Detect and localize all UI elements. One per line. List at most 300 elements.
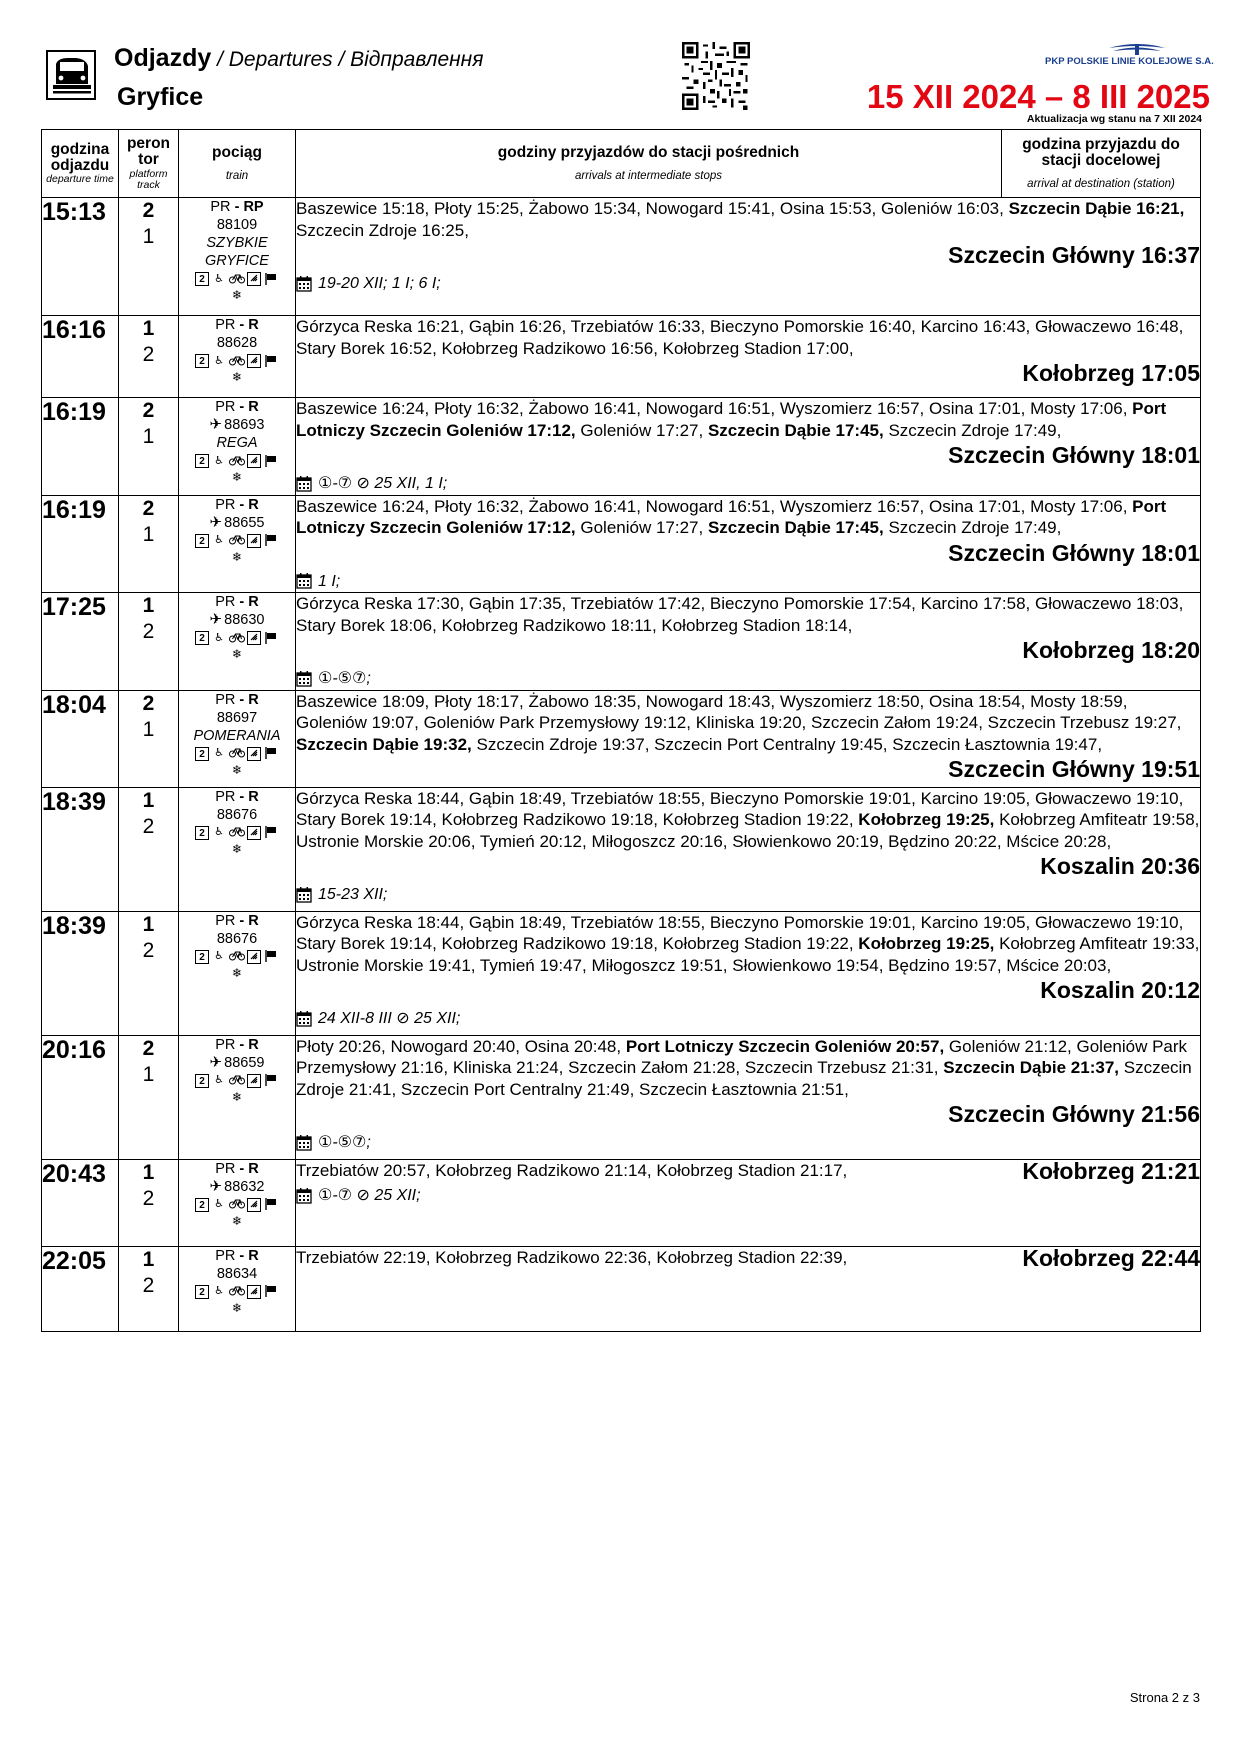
qr-code (682, 42, 750, 110)
luggage-icon (263, 631, 279, 646)
ticket-machine-icon (247, 950, 261, 964)
amenity-icons (179, 271, 295, 287)
train-info (179, 1159, 296, 1246)
stops-cell (296, 911, 1201, 1035)
page-number: Strona 2 z 3 (1129, 1690, 1200, 1705)
carrier: PR (210, 199, 231, 215)
destination: Szczecin Główny 16:37 (948, 242, 1200, 268)
destination: Kołobrzeg 22:44 (1022, 1244, 1200, 1271)
track-number: 1 (142, 717, 155, 741)
calendar-note (296, 1185, 1200, 1207)
track-number: 1 (142, 1062, 155, 1086)
stops-cell (296, 398, 1201, 496)
bicycle-icon (229, 1073, 245, 1088)
amenity-icons (179, 1073, 295, 1089)
col-train (179, 130, 296, 198)
stops-cell (296, 690, 1201, 787)
ticket-machine-icon (247, 354, 261, 368)
col-platform-label: peron tor (126, 135, 171, 169)
title-translations: / Departures / Відправлення (211, 48, 484, 71)
major-stop: Kołobrzeg 19:25, (858, 810, 995, 829)
track-number: 2 (142, 938, 155, 962)
ticket-machine-icon (247, 747, 261, 761)
departure-row (42, 1035, 1201, 1159)
departure-time: 22:05 (42, 1246, 119, 1331)
carrier: PR (215, 1160, 236, 1177)
platform-track (119, 1159, 179, 1246)
col-stops (296, 130, 1002, 198)
carrier: PR (215, 1247, 236, 1264)
page-title (114, 44, 483, 73)
second-class-icon: 2 (195, 1285, 209, 1299)
train-number-line (179, 1054, 295, 1072)
train-name: POMERANIA (193, 727, 281, 744)
train-number-line (179, 1178, 295, 1196)
wheelchair-icon: ♿ (214, 454, 224, 467)
validity-dates: 15 XII 2024 – 8 III 2025 (866, 78, 1210, 115)
luggage-icon (263, 825, 279, 840)
train-number-line (179, 930, 295, 948)
calendar-note (296, 884, 1200, 906)
wheelchair-icon: ♿ (214, 534, 224, 546)
ticket-machine-icon (247, 631, 261, 645)
second-class-icon: 2 (195, 826, 209, 840)
platform-number: 2 (142, 496, 155, 520)
title-main: Odjazdy (114, 44, 212, 72)
platform-track (119, 198, 179, 316)
stop-list: Trzebiatów 22:19, Kołobrzeg Radzikowo 22:36, Kołobrzeg Stadion 22:39, (296, 1247, 848, 1267)
platform-number: 2 (142, 691, 155, 715)
col-departure-label: godzina odjazdu (50, 140, 110, 174)
train-category: PR - R (215, 1160, 259, 1177)
carrier: PR (215, 1036, 236, 1053)
track-number: 2 (142, 1186, 155, 1210)
airport-icon: ✈ (209, 611, 223, 628)
bicycle-icon (229, 825, 245, 840)
platform-number: 1 (142, 594, 155, 617)
train-info (179, 198, 296, 316)
air-conditioning-icon: ❄ (231, 470, 243, 484)
calendar-text: ①-⑤⑦; (318, 670, 371, 687)
train-category: PR - R (215, 1247, 259, 1264)
air-conditioning-icon: ❄ (231, 549, 243, 564)
amenity-icons (179, 746, 295, 762)
platform-track (119, 1246, 179, 1331)
bicycle-icon (229, 1197, 245, 1212)
stop-list: Górzyca Reska 17:30, Gąbin 17:35, Trzebiatów 17:42, Bieczyno Pomorskie 17:54, Karcino 17:58, Głowaczewo 18:03, Stary Borek 18:06, Kołobrzeg Radzikowo 18:11, Kołobrzeg Stadion 18:14, (296, 594, 1184, 635)
stop-list: Baszewice 18:09, Płoty 18:17, Żabowo 18:35, Nowogard 18:43, Wyszomierz 18:50, Osina 18:54, Mosty 18:59, Goleniów 19:07, Goleniów Park Przemysłowy 19:12, Kliniska 19:20, Szczecin Załom 19:24, Szczecin Trzebusz 19:27, (296, 691, 1182, 732)
train-category: PR - R (215, 399, 259, 415)
amenity-icons (179, 533, 295, 549)
calendar-icon (296, 476, 312, 492)
train-type: R (248, 1036, 259, 1053)
bicycle-icon (229, 454, 245, 469)
stop-list: Górzyca Reska 18:44, Gąbin 18:49, Trzebiatów 18:55, Bieczyno Pomorskie 19:01, Karcino 19:05, Głowaczewo 19:10, Stary Borek 19:14, Kołobrzeg Radzikowo 19:18, Kołobrzeg Stadion 19:22, (296, 912, 1184, 953)
wheelchair-icon: ♿ (214, 631, 224, 644)
train-info (179, 787, 296, 911)
second-class-icon: 2 (195, 354, 209, 368)
wheelchair-icon: ♿ (214, 950, 224, 962)
stop-list: Baszewice 16:24, Płoty 16:32, Żabowo 16:41, Nowogard 16:51, Wyszomierz 16:57, Osina 17:01, Mosty 17:06, (296, 496, 1133, 516)
platform-track (119, 911, 179, 1035)
departure-time: 20:43 (42, 1159, 119, 1246)
luggage-icon (263, 949, 279, 964)
air-conditioning-icon: ❄ (231, 288, 243, 302)
train-name: SZYBKIE GRYFICE (205, 235, 269, 269)
ticket-machine-icon (247, 1074, 261, 1088)
second-class-icon: 2 (195, 534, 209, 548)
air-conditioning-icon: ❄ (231, 965, 243, 980)
stop-list: Płoty 20:26, Nowogard 20:40, Osina 20:48, (296, 1036, 626, 1056)
airport-icon: ✈ (209, 1053, 223, 1071)
second-class-icon: 2 (195, 454, 209, 468)
calendar-text: ①-⑦ ⊘ 25 XII, 1 I; (318, 475, 448, 492)
departure-row (42, 787, 1201, 911)
destination: Szczecin Główny 18:01 (948, 539, 1200, 566)
ticket-machine-icon (247, 826, 261, 840)
train-number-line (179, 1265, 295, 1283)
departure-row (42, 593, 1201, 691)
train-name: REGA (216, 435, 258, 451)
air-conditioning-icon: ❄ (231, 1089, 243, 1104)
train-number: 88697 (216, 709, 258, 726)
train-category: PR - R (215, 594, 259, 610)
bicycle-icon (229, 949, 245, 964)
luggage-icon (263, 1197, 279, 1212)
col-stops-label: godziny przyjazdów do stacji pośrednich (497, 144, 800, 162)
train-type: R (248, 496, 259, 513)
departure-row (42, 495, 1201, 593)
calendar-note (296, 1008, 1200, 1030)
train-category: PR - R (215, 691, 259, 708)
carrier: PR (215, 594, 236, 610)
major-stop: Szczecin Dąbie 21:37, (943, 1058, 1120, 1077)
stops-cell (296, 198, 1201, 316)
major-stop: Port Lotniczy Szczecin Goleniów 20:57, (625, 1036, 945, 1056)
platform-number: 2 (142, 1036, 155, 1060)
calendar-icon (296, 1188, 312, 1204)
intermediate-stops (296, 913, 1199, 975)
train-type: R (248, 317, 259, 333)
intermediate-stops (296, 317, 1183, 358)
luggage-icon (263, 1284, 279, 1299)
calendar-note (296, 571, 1200, 593)
calendar-icon (296, 1011, 312, 1027)
airport-icon: ✈ (209, 1177, 223, 1195)
track-number: 2 (142, 814, 155, 838)
pkp-logo (1045, 42, 1214, 67)
departure-time: 16:19 (42, 495, 119, 593)
col-departure-sub: departure time (46, 173, 114, 186)
timetable (41, 129, 1201, 1332)
platform-track (119, 398, 179, 496)
stop-list: Baszewice 16:24, Płoty 16:32, Żabowo 16:41, Nowogard 16:51, Wyszomierz 16:57, Osina 17:01, Mosty 17:06, (296, 399, 1133, 418)
train-info (179, 495, 296, 593)
calendar-text: 24 XII-8 III ⊘ 25 XII; (318, 1010, 461, 1027)
table-header-row (42, 130, 1201, 198)
train-info (179, 398, 296, 496)
calendar-text: 1 I; (318, 572, 341, 590)
intermediate-stops (296, 1037, 1192, 1099)
air-conditioning-icon: ❄ (231, 1213, 243, 1228)
luggage-icon (263, 354, 279, 369)
logo-text: PKP POLSKIE LINIE KOLEJOWE S.A. (1045, 56, 1214, 67)
train-number: 88109 (216, 217, 258, 233)
calendar-text: ①-⑦ ⊘ 25 XII; (318, 1187, 421, 1204)
platform-track (119, 787, 179, 911)
carrier: PR (215, 317, 236, 333)
train-number-line (179, 709, 295, 727)
track-number: 2 (142, 1273, 155, 1297)
train-number: 88655 (224, 514, 265, 531)
luggage-icon (263, 746, 279, 761)
stops-cell (296, 593, 1201, 691)
amenity-icons (179, 1284, 295, 1300)
carrier: PR (215, 691, 236, 708)
departure-time: 18:39 (42, 787, 119, 911)
wheelchair-icon: ♿ (214, 1285, 224, 1297)
second-class-icon: 2 (195, 1198, 209, 1212)
train-type: R (248, 691, 259, 708)
airport-icon: ✈ (209, 513, 223, 531)
air-conditioning-icon: ❄ (231, 841, 243, 856)
destination: Kołobrzeg 18:20 (1022, 637, 1200, 663)
calendar-icon (296, 573, 312, 589)
calendar-icon (296, 671, 312, 687)
departure-time: 16:16 (42, 316, 119, 398)
calendar-icon (296, 1135, 312, 1151)
departure-time: 20:16 (42, 1035, 119, 1159)
stop-list: Kołobrzeg Amfiteatr 19:33, Ustronie Morskie 19:41, Tymień 19:47, Miłogoszcz 19:51, Słowienkowo 19:54, Będzino 19:57, Mścice 20:03, (296, 934, 1200, 975)
major-stop: Port Lotniczy Szczecin Goleniów 17:12, (296, 399, 1167, 440)
train-type: R (248, 788, 259, 805)
train-number-line (179, 514, 295, 532)
train-info (179, 911, 296, 1035)
bicycle-icon (229, 272, 245, 287)
departure-row (42, 690, 1201, 787)
wheelchair-icon: ♿ (214, 272, 224, 285)
train-info (179, 1035, 296, 1159)
train-category: PR - R (215, 912, 259, 929)
train-category: PR - R (215, 496, 259, 513)
train-number-line (179, 806, 295, 824)
stops-cell (296, 1035, 1201, 1159)
wheelchair-icon: ♿ (214, 747, 224, 759)
stops-cell (296, 316, 1201, 398)
col-stops-sub: arrivals at intermediate stops (574, 169, 722, 182)
ticket-machine-icon (247, 454, 261, 468)
intermediate-stops (296, 1161, 847, 1180)
carrier: PR (215, 912, 236, 929)
stops-cell (296, 495, 1201, 593)
bicycle-icon (229, 746, 245, 761)
platform-track (119, 495, 179, 593)
luggage-icon (263, 1073, 279, 1088)
platform-number: 2 (142, 199, 155, 222)
platform-track (119, 316, 179, 398)
second-class-icon: 2 (195, 950, 209, 964)
stop-list: Goleniów 17:27, (575, 518, 708, 537)
departure-time: 15:13 (42, 198, 119, 316)
track-number: 1 (142, 225, 155, 248)
major-stop: Port Lotniczy Szczecin Goleniów 17:12, (296, 496, 1167, 537)
major-stop: Szczecin Dąbie 19:32, (296, 734, 472, 754)
second-class-icon: 2 (195, 747, 209, 761)
departure-time: 18:39 (42, 911, 119, 1035)
wheelchair-icon: ♿ (214, 826, 224, 838)
track-number: 1 (142, 522, 155, 546)
amenity-icons (179, 949, 295, 965)
platform-number: 1 (142, 788, 155, 812)
train-number: 88659 (224, 1054, 265, 1071)
second-class-icon: 2 (195, 631, 209, 645)
train-number: 88630 (224, 612, 265, 628)
carrier: PR (215, 788, 236, 805)
train-type: RP (243, 199, 264, 215)
bicycle-icon (229, 354, 245, 369)
platform-track (119, 690, 179, 787)
intermediate-stops (296, 497, 1166, 538)
platform-number: 1 (142, 1160, 155, 1184)
train-info (179, 593, 296, 691)
train-number: 88628 (216, 335, 258, 351)
calendar-text: 19-20 XII; 1 I; 6 I; (318, 275, 441, 292)
track-number: 2 (142, 343, 155, 366)
col-train-sub: train (225, 169, 249, 182)
major-stop: Szczecin Dąbie 17:45, (707, 420, 884, 440)
major-stop: Szczecin Dąbie 16:21, (1008, 199, 1185, 218)
destination: Koszalin 20:36 (1040, 853, 1200, 879)
calendar-note (296, 668, 1200, 690)
bicycle-icon (229, 1284, 245, 1299)
intermediate-stops (296, 789, 1199, 851)
carrier: PR (215, 399, 236, 415)
train-info (179, 1246, 296, 1331)
train-number: 88634 (216, 1265, 258, 1282)
wheelchair-icon: ♿ (214, 354, 224, 367)
col-destination-label: godzina przyjazdu do stacji docelowej (1022, 136, 1180, 170)
bicycle-icon (229, 631, 245, 646)
ticket-machine-icon (247, 534, 261, 548)
stop-list: Szczecin Zdroje 16:25, (296, 220, 469, 240)
calendar-note (296, 1132, 1200, 1154)
train-info (179, 690, 296, 787)
destination: Szczecin Główny 19:51 (948, 756, 1200, 782)
major-stop: Kołobrzeg 19:25, (858, 934, 995, 953)
amenity-icons (179, 825, 295, 841)
destination: Kołobrzeg 21:21 (1022, 1157, 1200, 1184)
stop-list: Górzyca Reska 18:44, Gąbin 18:49, Trzebiatów 18:55, Bieczyno Pomorskie 19:01, Karcino 19:05, Głowaczewo 19:10, Stary Borek 19:14, Kołobrzeg Radzikowo 19:18, Kołobrzeg Stadion 19:22, (296, 788, 1184, 829)
train-number: 88693 (224, 417, 265, 433)
departure-row (42, 911, 1201, 1035)
stop-list: Trzebiatów 20:57, Kołobrzeg Radzikowo 21:14, Kołobrzeg Stadion 21:17, (296, 1160, 848, 1180)
col-platform-sub: platform track (129, 167, 168, 191)
train-category: PR - R (215, 788, 259, 805)
train-type: R (248, 1160, 259, 1177)
train-number: 88632 (224, 1178, 265, 1195)
train-category: PR - R (215, 317, 259, 333)
calendar-icon (296, 276, 312, 292)
intermediate-stops (296, 1248, 847, 1267)
calendar-text: 15-23 XII; (318, 886, 388, 903)
train-category: PR - RP (210, 199, 264, 215)
train-number-line (179, 611, 295, 629)
train-type: R (248, 1247, 259, 1264)
airport-icon: ✈ (209, 416, 223, 433)
col-destination-sub: arrival at destination (station) (1027, 177, 1175, 190)
major-stop: Szczecin Dąbie 17:45, (707, 518, 884, 537)
platform-track (119, 1035, 179, 1159)
col-departure (42, 130, 119, 198)
train-type: R (248, 399, 259, 415)
stop-list: Baszewice 15:18, Płoty 15:25, Żabowo 15:34, Nowogard 15:41, Osina 15:53, Goleniów 16:03, (296, 199, 1009, 218)
air-conditioning-icon: ❄ (231, 647, 243, 661)
update-note: Aktualizacja wg stanu na 7 XII 2024 (1026, 113, 1202, 125)
stop-list: Górzyca Reska 16:21, Gąbin 16:26, Trzebiatów 16:33, Bieczyno Pomorskie 16:40, Karcino 16:43, Głowaczewo 16:48, Stary Borek 16:52, Kołobrzeg Radzikowo 16:56, Kołobrzeg Stadion 17:00, (296, 317, 1184, 358)
stops-cell (296, 1246, 1201, 1331)
train-number: 88676 (216, 930, 258, 947)
departure-row (42, 398, 1201, 496)
train-category: PR - R (215, 1036, 259, 1053)
departure-row (42, 198, 1201, 316)
ticket-machine-icon (247, 272, 261, 286)
air-conditioning-icon: ❄ (231, 370, 243, 384)
carrier: PR (215, 496, 236, 513)
platform-track (119, 593, 179, 691)
stop-list: Szczecin Zdroje 19:37, Szczecin Port Centralny 19:45, Szczecin Łasztownia 19:47, (471, 734, 1103, 754)
amenity-icons (179, 453, 295, 469)
intermediate-stops (296, 692, 1181, 754)
train-number-line (179, 216, 295, 234)
train-number-line (179, 416, 295, 434)
platform-number: 1 (142, 912, 155, 936)
platform-number: 1 (142, 317, 155, 340)
col-train-label: pociąg (212, 144, 262, 162)
wheelchair-icon: ♿ (214, 1198, 224, 1210)
amenity-icons (179, 1197, 295, 1213)
ticket-machine-icon (247, 1198, 261, 1212)
train-number: 88676 (216, 806, 258, 823)
intermediate-stops (296, 594, 1183, 635)
second-class-icon: 2 (195, 272, 209, 286)
departure-time: 16:19 (42, 398, 119, 496)
train-number-line (179, 334, 295, 352)
destination: Kołobrzeg 17:05 (1022, 360, 1200, 386)
train-info (179, 316, 296, 398)
calendar-note (296, 273, 1200, 295)
stop-list: Szczecin Zdroje 17:49, (883, 518, 1062, 537)
platform-number: 2 (142, 399, 155, 422)
departure-row (42, 316, 1201, 398)
stop-list: Goleniów 21:12, Goleniów Park Przemysłowy 21:16, Kliniska 21:24, Szczecin Załom 21:28, Szczecin Trzebusz 21:31, (296, 1036, 1188, 1077)
luggage-icon (263, 454, 279, 469)
ticket-machine-icon (247, 1285, 261, 1299)
departure-row (42, 1246, 1201, 1331)
train-type: R (248, 912, 259, 929)
departure-time: 17:25 (42, 593, 119, 691)
departure-time: 18:04 (42, 690, 119, 787)
bicycle-icon (229, 533, 245, 548)
stop-list: Kołobrzeg Amfiteatr 19:58, Ustronie Morskie 20:06, Tymień 20:12, Miłogoszcz 20:16, Słowienkowo 20:19, Będzino 20:22, Mścice 20:28, (296, 810, 1200, 851)
stop-list: Szczecin Zdroje 21:41, Szczecin Port Centralny 21:49, Szczecin Łasztownia 21:51, (296, 1058, 1192, 1099)
train-icon (46, 50, 96, 100)
second-class-icon: 2 (195, 1074, 209, 1088)
stop-list: Szczecin Zdroje 17:49, (883, 420, 1062, 440)
air-conditioning-icon: ❄ (231, 762, 243, 777)
luggage-icon (263, 272, 279, 287)
calendar-icon (296, 887, 312, 903)
col-destination (1002, 130, 1201, 198)
